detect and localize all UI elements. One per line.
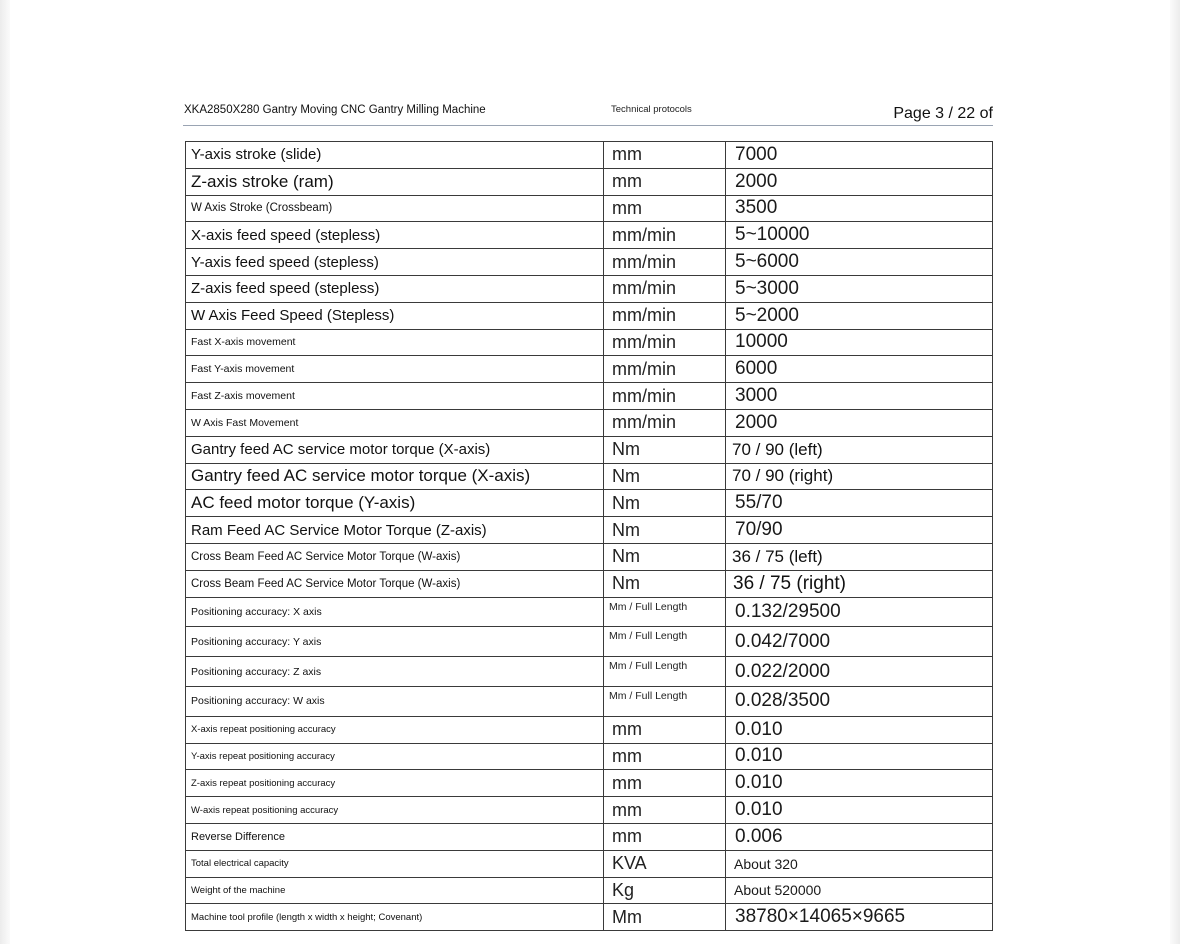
table-row bbox=[186, 686, 993, 716]
table-row bbox=[186, 195, 993, 222]
unit-cell: mm/min bbox=[604, 302, 726, 329]
spec-table bbox=[185, 141, 993, 931]
unit-cell: mm bbox=[604, 823, 726, 850]
unit-cell: mm bbox=[604, 716, 726, 743]
param-cell: Positioning accuracy: Z axis bbox=[186, 657, 604, 687]
param-cell: Reverse Difference bbox=[186, 823, 604, 850]
unit-cell: Nm bbox=[604, 543, 726, 570]
table-row bbox=[186, 904, 993, 931]
param-cell: W Axis Fast Movement bbox=[186, 409, 604, 436]
table-row bbox=[186, 249, 993, 276]
page-edge-right bbox=[1170, 0, 1180, 944]
value-cell: 3500 bbox=[726, 195, 993, 222]
param-cell: W Axis Stroke (Crossbeam) bbox=[186, 195, 604, 222]
value-cell: 5~6000 bbox=[726, 249, 993, 276]
table-row bbox=[186, 409, 993, 436]
unit-cell: mm bbox=[604, 142, 726, 169]
document-header bbox=[183, 100, 993, 126]
value-cell: 10000 bbox=[726, 329, 993, 356]
value-cell: 0.022/2000 bbox=[726, 657, 993, 687]
table-row bbox=[186, 329, 993, 356]
value-cell: About 320 bbox=[726, 850, 993, 877]
value-cell: 7000 bbox=[726, 142, 993, 169]
table-row bbox=[186, 850, 993, 877]
value-cell: 2000 bbox=[726, 168, 993, 195]
unit-cell: Nm bbox=[604, 570, 726, 597]
param-cell: Y-axis feed speed (stepless) bbox=[186, 249, 604, 276]
unit-cell: mm/min bbox=[604, 222, 726, 249]
unit-cell: mm bbox=[604, 770, 726, 797]
value-cell: 0.042/7000 bbox=[726, 627, 993, 657]
table-row bbox=[186, 627, 993, 657]
param-cell: Z-axis stroke (ram) bbox=[186, 168, 604, 195]
param-cell: Weight of the machine bbox=[186, 877, 604, 904]
param-cell: Machine tool profile (length x width x height; Covenant) bbox=[186, 904, 604, 931]
unit-cell: mm bbox=[604, 168, 726, 195]
unit-cell: mm/min bbox=[604, 329, 726, 356]
table-row bbox=[186, 436, 993, 463]
table-row bbox=[186, 142, 993, 169]
unit-cell: Mm / Full Length bbox=[604, 597, 726, 627]
unit-cell: Nm bbox=[604, 517, 726, 544]
value-cell: 38780×14065×9665 bbox=[726, 904, 993, 931]
value-cell: 55/70 bbox=[726, 490, 993, 517]
table-row bbox=[186, 168, 993, 195]
table-row bbox=[186, 302, 993, 329]
param-cell: Fast Y-axis movement bbox=[186, 356, 604, 383]
value-cell: 0.132/29500 bbox=[726, 597, 993, 627]
unit-cell: Kg bbox=[604, 877, 726, 904]
table-row bbox=[186, 570, 993, 597]
table-row bbox=[186, 743, 993, 770]
page-edge-left bbox=[0, 0, 10, 944]
value-cell: 70 / 90 (left) bbox=[726, 436, 993, 463]
table-row bbox=[186, 877, 993, 904]
unit-cell: Mm bbox=[604, 904, 726, 931]
table-row bbox=[186, 222, 993, 249]
param-cell: Gantry feed AC service motor torque (X-axis) bbox=[186, 463, 604, 490]
param-cell: Positioning accuracy: X axis bbox=[186, 597, 604, 627]
param-cell: W Axis Feed Speed (Stepless) bbox=[186, 302, 604, 329]
unit-cell: mm/min bbox=[604, 249, 726, 276]
value-cell: 2000 bbox=[726, 409, 993, 436]
table-row bbox=[186, 356, 993, 383]
table-row bbox=[186, 463, 993, 490]
value-cell: 5~10000 bbox=[726, 222, 993, 249]
unit-cell: Mm / Full Length bbox=[604, 686, 726, 716]
unit-cell: Nm bbox=[604, 463, 726, 490]
table-row bbox=[186, 490, 993, 517]
table-row bbox=[186, 770, 993, 797]
value-cell: 36 / 75 (right) bbox=[726, 570, 993, 597]
param-cell: X-axis feed speed (stepless) bbox=[186, 222, 604, 249]
value-cell: 5~3000 bbox=[726, 275, 993, 302]
param-cell: Ram Feed AC Service Motor Torque (Z-axis) bbox=[186, 517, 604, 544]
header-rule bbox=[183, 125, 993, 126]
param-cell: Fast X-axis movement bbox=[186, 329, 604, 356]
value-cell: 0.010 bbox=[726, 716, 993, 743]
table-row bbox=[186, 383, 993, 410]
unit-cell: KVA bbox=[604, 850, 726, 877]
value-cell: 0.028/3500 bbox=[726, 686, 993, 716]
unit-cell: mm/min bbox=[604, 409, 726, 436]
param-cell: Y-axis repeat positioning accuracy bbox=[186, 743, 604, 770]
header-title: XKA2850X280 Gantry Moving CNC Gantry Milling Machine bbox=[184, 104, 486, 116]
param-cell: AC feed motor torque (Y-axis) bbox=[186, 490, 604, 517]
value-cell: 0.010 bbox=[726, 743, 993, 770]
unit-cell: Mm / Full Length bbox=[604, 657, 726, 687]
unit-cell: mm/min bbox=[604, 383, 726, 410]
value-cell: 0.010 bbox=[726, 770, 993, 797]
header-section: Technical protocols bbox=[611, 104, 692, 115]
param-cell: Total electrical capacity bbox=[186, 850, 604, 877]
value-cell: 70/90 bbox=[726, 517, 993, 544]
value-cell: 36 / 75 (left) bbox=[726, 543, 993, 570]
param-cell: Z-axis feed speed (stepless) bbox=[186, 275, 604, 302]
value-cell: 0.006 bbox=[726, 823, 993, 850]
value-cell: 5~2000 bbox=[726, 302, 993, 329]
param-cell: Positioning accuracy: Y axis bbox=[186, 627, 604, 657]
unit-cell: Nm bbox=[604, 490, 726, 517]
table-row bbox=[186, 275, 993, 302]
unit-cell: Mm / Full Length bbox=[604, 627, 726, 657]
table-row bbox=[186, 823, 993, 850]
value-cell: 3000 bbox=[726, 383, 993, 410]
value-cell: 70 / 90 (right) bbox=[726, 463, 993, 490]
param-cell: Positioning accuracy: W axis bbox=[186, 686, 604, 716]
value-cell: About 520000 bbox=[726, 877, 993, 904]
unit-cell: mm bbox=[604, 743, 726, 770]
value-cell: 0.010 bbox=[726, 797, 993, 824]
table-row bbox=[186, 543, 993, 570]
value-cell: 6000 bbox=[726, 356, 993, 383]
header-page-number: Page 3 / 22 of bbox=[893, 105, 993, 122]
table-row bbox=[186, 597, 993, 627]
param-cell: Y-axis stroke (slide) bbox=[186, 142, 604, 169]
unit-cell: mm bbox=[604, 797, 726, 824]
param-cell: Gantry feed AC service motor torque (X-axis) bbox=[186, 436, 604, 463]
unit-cell: mm bbox=[604, 195, 726, 222]
param-cell: X-axis repeat positioning accuracy bbox=[186, 716, 604, 743]
table-row bbox=[186, 797, 993, 824]
unit-cell: mm/min bbox=[604, 356, 726, 383]
param-cell: Fast Z-axis movement bbox=[186, 383, 604, 410]
param-cell: Cross Beam Feed AC Service Motor Torque (W-axis) bbox=[186, 570, 604, 597]
param-cell: Z-axis repeat positioning accuracy bbox=[186, 770, 604, 797]
param-cell: W-axis repeat positioning accuracy bbox=[186, 797, 604, 824]
table-row bbox=[186, 716, 993, 743]
unit-cell: Nm bbox=[604, 436, 726, 463]
unit-cell: mm/min bbox=[604, 275, 726, 302]
table-row bbox=[186, 657, 993, 687]
param-cell: Cross Beam Feed AC Service Motor Torque (W-axis) bbox=[186, 543, 604, 570]
table-row bbox=[186, 517, 993, 544]
